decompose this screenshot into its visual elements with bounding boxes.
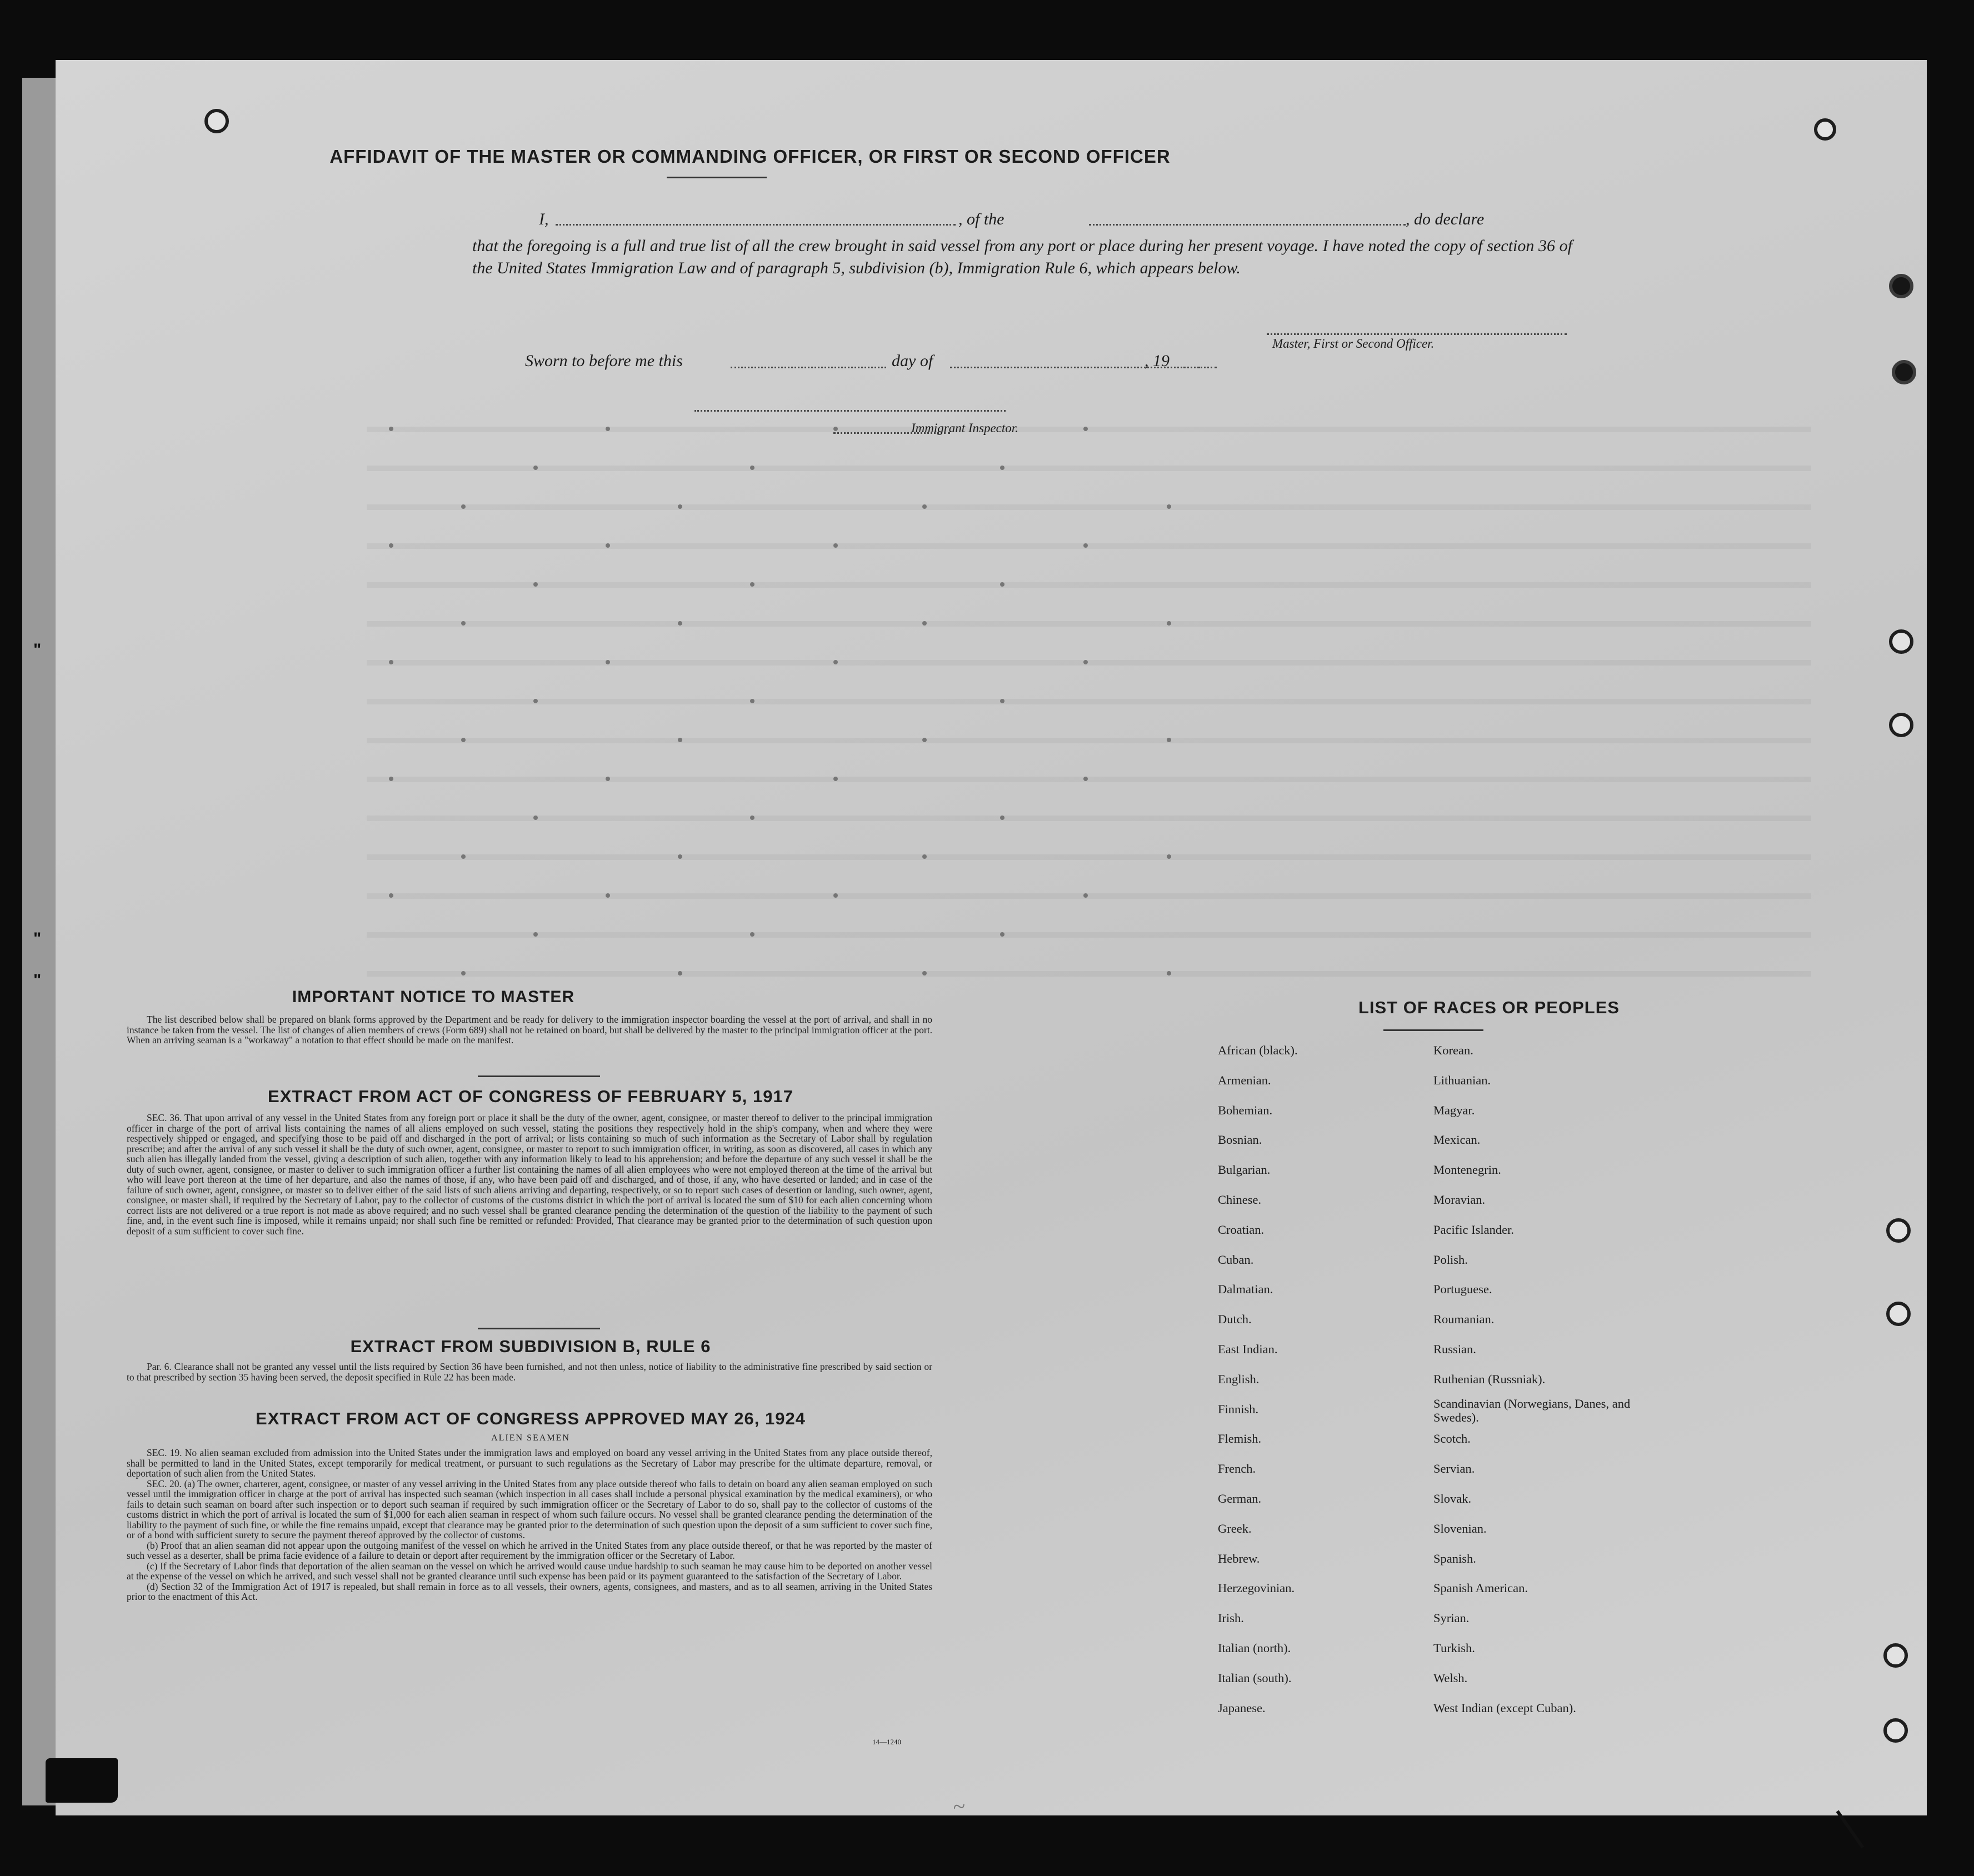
race-item: Turkish. — [1433, 1641, 1475, 1655]
race-item: Irish. — [1218, 1611, 1244, 1625]
bleed-through-row — [367, 893, 1811, 899]
bleed-through-row — [367, 504, 1811, 510]
race-item: German. — [1218, 1492, 1262, 1505]
extract-1924-paragraph: (c) If the Secretary of Labor finds that deportation of the alien seaman on the vessel on which he arrived would cause undue hardship to such seaman he may cause him to be deported on another vessel at the expense of the vessel on which he arrived, and such vessel shall not be granted clearance until such expense has been paid or its payment guaranteed to the satisfaction of the Secretary of Labor. — [127, 1560, 932, 1582]
extract-1924-title: EXTRACT FROM ACT OF CONGRESS APPROVED MAY 26, 1924 — [256, 1409, 806, 1428]
affidavit-statement: that the foregoing is a full and true list of all the crew brought in said vessel from any port or place during her present voyage. I have noted the copy of section 36 of the United States Immigration Law and of paragraph 5, subdivision (b), Immigration Rule 6, which appears below. — [472, 237, 1572, 277]
race-item: Scotch. — [1433, 1432, 1471, 1446]
bleed-through-row — [367, 660, 1811, 666]
extract-1924-paragraph: SEC. 20. (a) The owner, charterer, agent, consignee, or master of any vessel arriving in the United States from any place outside thereof who fails to detain on board any alien seaman employed on such vessel until the immigration officer in charge at the port of arrival has inspected such seaman (which inspection in all cases shall include a personal physical examination by the medical examiners), or who fails to detain such seaman on board after such inspection or to deport such seaman if required by such immigration officer or the Secretary of Labor to do so, shall pay to the collector of customs of the customs district in which the port of arrival is located the sum of $1,000 for each alien seaman in respect of whom such failure occurs. No vessel shall be granted clearance pending the determination of the liability to the payment of such fine, or while the fine remains unpaid, except that clearance may be granted prior to the determination of such question upon the deposit of a sum sufficient to cover such fine, or of a bond with sufficient surety to secure the payment thereof approved by the collector of customs. — [127, 1478, 932, 1540]
bleed-dot — [750, 582, 754, 587]
race-item: Italian (north). — [1218, 1641, 1291, 1655]
bleed-dot — [922, 504, 927, 509]
alien-seamen-subtitle: ALIEN SEAMEN — [491, 1433, 570, 1443]
bleed-dot — [678, 504, 682, 509]
punch-hole — [1883, 1643, 1908, 1668]
race-item: Ruthenian (Russniak). — [1433, 1372, 1546, 1386]
race-item: Magyar. — [1433, 1103, 1475, 1117]
race-item: Chinese. — [1218, 1193, 1262, 1207]
race-item: Japanese. — [1218, 1700, 1266, 1715]
bleed-dot — [1167, 854, 1171, 859]
bleed-dot — [1167, 738, 1171, 742]
extract-1917-paragraph: SEC. 36. That upon arrival of any vessel in the United States from any foreign port or place it shall be the duty of the owner, agent, consignee, or master thereof to deliver to the principal immigration officer in charge of the port of arrival lists containing the names of all aliens employed on such vessel, stating the positions they respectively hold in the ship's company, when and where they were respectively shipped or engaged, and specifying those to be paid off and discharged in the port of arrival; or lists containing so much of such information as the Secretary of Labor shall by regulation prescribe; and after the arrival of any such vessel it shall be the duty of such owner, agent, consignee, or master to report to such immigration officer, in writing, as soon as discovered, all cases in which any such alien has illegally landed from the vessel, giving a description of such alien, together with any information likely to lead to his apprehension; and before the departure of any such vessel it shall be the duty of such owner, agent, consignee, or master to deliver to such immigration officer a further list containing the names of all alien employees who were not employed thereon at the time of the arrival but who will leave port thereon at the time of her departure, and also the names of those, if any, who have been paid off and discharged, and of those, if any, who have deserted or landed; and in case of the failure of such owner, agent, consignee, or master so to deliver either of the said lists of such aliens arriving and departing, respectively, or so to report such cases of desertion or landing, such owner, agent, consignee, or master shall, if required by the Secretary of Labor, pay to the collector of customs of the customs district in which the port of arrival is located the sum of $10 for each alien concerning whom correct lists are not delivered or a true report is not made as above required; and no such vessel shall be granted clearance pending the determination of the question of the liability to the payment of such fine, and, in the event such fine is imposed, while it remains unpaid; nor shall such fine be remitted or refunded: Provided, That clearance may be granted prior to the determination of such question upon deposit of a sum sufficient to cover such fine. — [127, 1112, 932, 1237]
year-label: , 19 — [1145, 352, 1170, 370]
race-item: French. — [1218, 1462, 1256, 1476]
punch-hole — [1889, 713, 1913, 737]
bleed-through-row — [367, 699, 1811, 704]
sworn-label: Sworn to before me this — [525, 352, 683, 370]
race-item: Croatian. — [1218, 1222, 1265, 1237]
pen-stroke — [1836, 1810, 1865, 1849]
punch-hole — [204, 109, 229, 133]
bleed-dot — [1167, 621, 1171, 626]
bleed-through-row — [367, 816, 1811, 821]
bleed-dot — [1167, 504, 1171, 509]
bleed-dot — [1083, 543, 1088, 548]
inspector-signature-field[interactable] — [694, 410, 1006, 412]
bleed-dot — [833, 777, 838, 781]
punch-hole — [1814, 118, 1836, 141]
bleed-dot — [833, 543, 838, 548]
race-item: Slovenian. — [1433, 1521, 1487, 1535]
bleed-dot — [606, 543, 610, 548]
manifest-page — [33, 60, 1927, 1819]
punch-hole — [1889, 274, 1913, 298]
bleed-through-row — [367, 543, 1811, 549]
bleed-dot — [461, 621, 466, 626]
bleed-dot — [678, 971, 682, 975]
race-item: Flemish. — [1218, 1432, 1262, 1446]
master-signature-label: Master, First or Second Officer. — [1272, 337, 1435, 351]
punch-hole — [1886, 1218, 1911, 1243]
race-item: Bosnian. — [1218, 1133, 1262, 1147]
bleed-dot — [750, 699, 754, 703]
declarant-label: I, — [539, 210, 549, 228]
vessel-name-field[interactable] — [1089, 224, 1406, 226]
bleed-through-row — [367, 466, 1811, 471]
bleed-dot — [678, 621, 682, 626]
punch-hole — [1892, 360, 1916, 384]
race-item: African (black). — [1218, 1043, 1298, 1057]
bleed-dot — [1083, 777, 1088, 781]
of-the-label: , of the — [958, 210, 1005, 228]
bleed-dot — [1000, 816, 1005, 820]
margin-tick-mark: " — [33, 929, 42, 948]
bleed-dot — [389, 660, 393, 664]
bleed-dot — [461, 854, 466, 859]
bleed-dot — [1000, 699, 1005, 703]
race-item: Lithuanian. — [1433, 1073, 1491, 1087]
bleed-through-row — [367, 777, 1811, 782]
race-item: Scandinavian (Norwegians, Danes, and Swedes). — [1433, 1396, 1631, 1424]
race-item: Bohemian. — [1218, 1103, 1273, 1117]
race-item: East Indian. — [1218, 1342, 1278, 1356]
bleed-dot — [1167, 971, 1171, 975]
bleed-through-row — [367, 582, 1811, 588]
bleed-dot — [461, 504, 466, 509]
bleed-dot — [533, 699, 538, 703]
extract-1917-title: EXTRACT FROM ACT OF CONGRESS OF FEBRUARY 5, 1917 — [268, 1087, 793, 1106]
bleed-dot — [750, 932, 754, 937]
race-item: Cuban. — [1218, 1252, 1254, 1267]
inspector-label: Immigrant Inspector. — [911, 421, 1018, 435]
bleed-dot — [533, 582, 538, 587]
race-item: Armenian. — [1218, 1073, 1271, 1087]
bleed-dot — [1000, 582, 1005, 587]
declare-label: , do declare — [1406, 210, 1485, 228]
bleed-dot — [833, 893, 838, 898]
bleed-through-row — [367, 971, 1811, 977]
form-number: 14—1240 — [872, 1738, 901, 1746]
extract-1924-paragraph: (b) Proof that an alien seaman did not appear upon the outgoing manifest of the vessel on which he arrived in the United States from any place outside thereof, or that he was reported by the master of such vessel as a deserter, shall be prima facie evidence of a failure to detain or deport after requirement by the immigration officer or the Secretary of Labor. — [127, 1539, 932, 1561]
race-item: Finnish. — [1218, 1402, 1259, 1416]
handwritten-scribble: ~ — [952, 1793, 966, 1819]
extract-1924-paragraph: SEC. 19. No alien seaman excluded from admission into the United States under the immigration laws and employed on board any vessel arriving in the United States from any place outside thereof, shall be permitted to land in the United States, except temporarily for medical treatment, or pursuant to such regulations as the Secretary of Labor may prescribe for the ultimate departure, removal, or deportation of such alien from the United States. — [127, 1447, 932, 1479]
bleed-dot — [533, 466, 538, 470]
declarant-name-field[interactable] — [556, 224, 956, 226]
extract-rule6-title: EXTRACT FROM SUBDIVISION B, RULE 6 — [350, 1337, 711, 1356]
bleed-dot — [533, 932, 538, 937]
bleed-dot — [389, 893, 393, 898]
bleed-dot — [461, 971, 466, 975]
bleed-dot — [922, 854, 927, 859]
bleed-dot — [750, 816, 754, 820]
race-item: Welsh. — [1433, 1670, 1468, 1685]
bleed-dot — [1000, 466, 1005, 470]
race-item: Mexican. — [1433, 1133, 1481, 1147]
bleed-dot — [606, 427, 610, 431]
notice-title: IMPORTANT NOTICE TO MASTER — [292, 988, 575, 1006]
bleed-dot — [678, 854, 682, 859]
race-item: Roumanian. — [1433, 1312, 1495, 1327]
punch-hole — [1883, 1718, 1908, 1743]
bleed-dot — [922, 971, 927, 975]
day-of-label: day of — [892, 352, 933, 370]
sworn-day-field[interactable] — [731, 367, 886, 368]
bleed-dot — [389, 427, 393, 431]
race-item: Dutch. — [1218, 1312, 1252, 1327]
handwritten-corner-number — [46, 1758, 118, 1803]
title-rule — [667, 177, 767, 178]
race-item: Servian. — [1433, 1462, 1475, 1476]
punch-hole — [1889, 629, 1913, 654]
race-item: English. — [1218, 1372, 1260, 1386]
bleed-dot — [1083, 660, 1088, 664]
extract-1924-text — [127, 1448, 932, 1602]
section-rule — [478, 1328, 600, 1329]
extract-rule6-paragraph: Par. 6. Clearance shall not be granted any vessel until the lists required by Section 36 have been furnished, and not then unless, notice of liability to the administrative fine prescribed by said section or to that prescribed by section 35 having been served, the deposit specified in Rule 22 has been made. — [127, 1361, 932, 1383]
race-item: Bulgarian. — [1218, 1163, 1271, 1177]
race-item: Pacific Islander. — [1433, 1222, 1514, 1237]
race-item: West Indian (except Cuban). — [1433, 1700, 1576, 1715]
notice-text — [127, 1014, 932, 1045]
race-item: Italian (south). — [1218, 1670, 1292, 1685]
margin-tick-mark: " — [33, 971, 42, 989]
bleed-dot — [533, 816, 538, 820]
margin-tick-mark: " — [33, 641, 42, 659]
race-item: Spanish American. — [1433, 1581, 1528, 1595]
notice-paragraph: The list described below shall be prepared on blank forms approved by the Department and be ready for delivery to the immigration inspector boarding the vessel at the port of arrival, and shall in no instance be taken from the vessel. The list of changes of alien members of crews (Form 689) shall not be retained on board, but shall be delivered by the master to the principal immigration officer at the port. When an arriving seaman is a "workaway" a notation to that effect should be made on the manifest. — [127, 1014, 932, 1045]
race-item: Moravian. — [1433, 1193, 1486, 1207]
bleed-dot — [1083, 893, 1088, 898]
bleed-through-row — [367, 854, 1811, 860]
bleed-through-row — [367, 427, 1811, 432]
bleed-dot — [1083, 427, 1088, 431]
race-item: Montenegrin. — [1433, 1163, 1501, 1177]
race-item: Greek. — [1218, 1521, 1252, 1535]
extract-rule6-text — [127, 1362, 932, 1382]
races-title-rule — [1383, 1029, 1483, 1031]
bleed-dot — [606, 660, 610, 664]
bleed-through-row — [367, 738, 1811, 743]
race-item: Spanish. — [1433, 1551, 1476, 1565]
bleed-through-row — [367, 621, 1811, 627]
bleed-dot — [750, 466, 754, 470]
race-item: Syrian. — [1433, 1611, 1470, 1625]
race-item: Hebrew. — [1218, 1551, 1260, 1565]
race-item: Herzegovinian. — [1218, 1581, 1295, 1595]
bleed-through-row — [367, 932, 1811, 938]
extract-1917-text — [127, 1113, 932, 1236]
bleed-dot — [678, 738, 682, 742]
race-item: Russian. — [1433, 1342, 1476, 1356]
punch-hole — [1886, 1302, 1911, 1326]
bleed-dot — [606, 777, 610, 781]
bleed-dot — [922, 621, 927, 626]
race-item: Portuguese. — [1433, 1282, 1492, 1297]
bleed-dot — [833, 660, 838, 664]
race-item: Korean. — [1433, 1043, 1473, 1057]
race-item: Polish. — [1433, 1252, 1468, 1267]
master-signature-field[interactable] — [1267, 333, 1567, 335]
bleed-dot — [1000, 932, 1005, 937]
bleed-dot — [461, 738, 466, 742]
race-item: Slovak. — [1433, 1492, 1472, 1505]
bleed-dot — [389, 777, 393, 781]
bleed-dot — [922, 738, 927, 742]
section-rule — [478, 1075, 600, 1077]
extract-1924-paragraph: (d) Section 32 of the Immigration Act of 1917 is repealed, but shall remain in force as to all vessels, their owners, agents, consignees, and masters, and as to all seamen, arriving in the United States prior to the enactment of this Act. — [127, 1580, 932, 1602]
affidavit-title: AFFIDAVIT OF THE MASTER OR COMMANDING OFFICER, OR FIRST OR SECOND OFFICER — [329, 146, 1171, 167]
races-title: LIST OF RACES OR PEOPLES — [1358, 998, 1620, 1017]
bleed-dot — [606, 893, 610, 898]
sworn-year-field[interactable] — [1183, 367, 1217, 368]
race-item: Dalmatian. — [1218, 1282, 1273, 1297]
bleed-dot — [389, 543, 393, 548]
bleed-dot — [833, 427, 838, 431]
